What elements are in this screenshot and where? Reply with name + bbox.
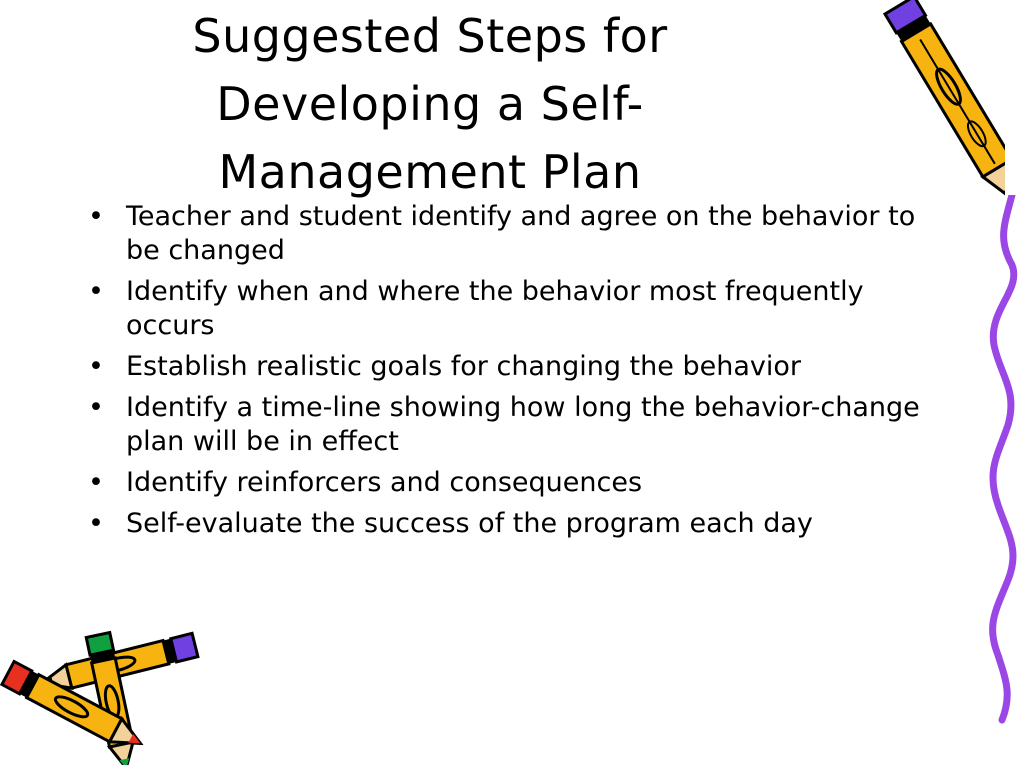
bullet-text: Teacher and student identify and agree on the behavior to be changed — [126, 201, 916, 266]
bullet-marker: • — [88, 392, 104, 423]
bullet-item — [84, 507, 944, 541]
bullet-marker: • — [88, 276, 104, 307]
bullet-item — [84, 275, 944, 343]
bullet-text: Identify when and where the behavior most frequently occurs — [126, 276, 864, 341]
bullet-text: Self-evaluate the success of the program each day — [126, 508, 813, 539]
bullet-item — [84, 391, 944, 459]
bullet-marker: • — [88, 508, 104, 539]
bullet-item — [84, 200, 944, 268]
bullet-list — [84, 200, 944, 548]
bullet-marker: • — [88, 201, 104, 232]
crossed-pencils-icon — [0, 615, 210, 765]
squiggle-line — [968, 195, 1024, 725]
bullet-text: Identify reinforcers and consequences — [126, 467, 643, 498]
slide-title: Suggested Steps for Developing a Self-Management Plan — [192, 9, 668, 199]
bullet-item — [84, 350, 944, 384]
bullet-text: Identify a time-line showing how long the behavior-change plan will be in effect — [126, 392, 920, 457]
bullet-marker: • — [88, 351, 104, 382]
bullet-marker: • — [88, 467, 104, 498]
bullet-text: Establish realistic goals for changing the behavior — [126, 351, 801, 382]
bullet-item — [84, 466, 944, 500]
